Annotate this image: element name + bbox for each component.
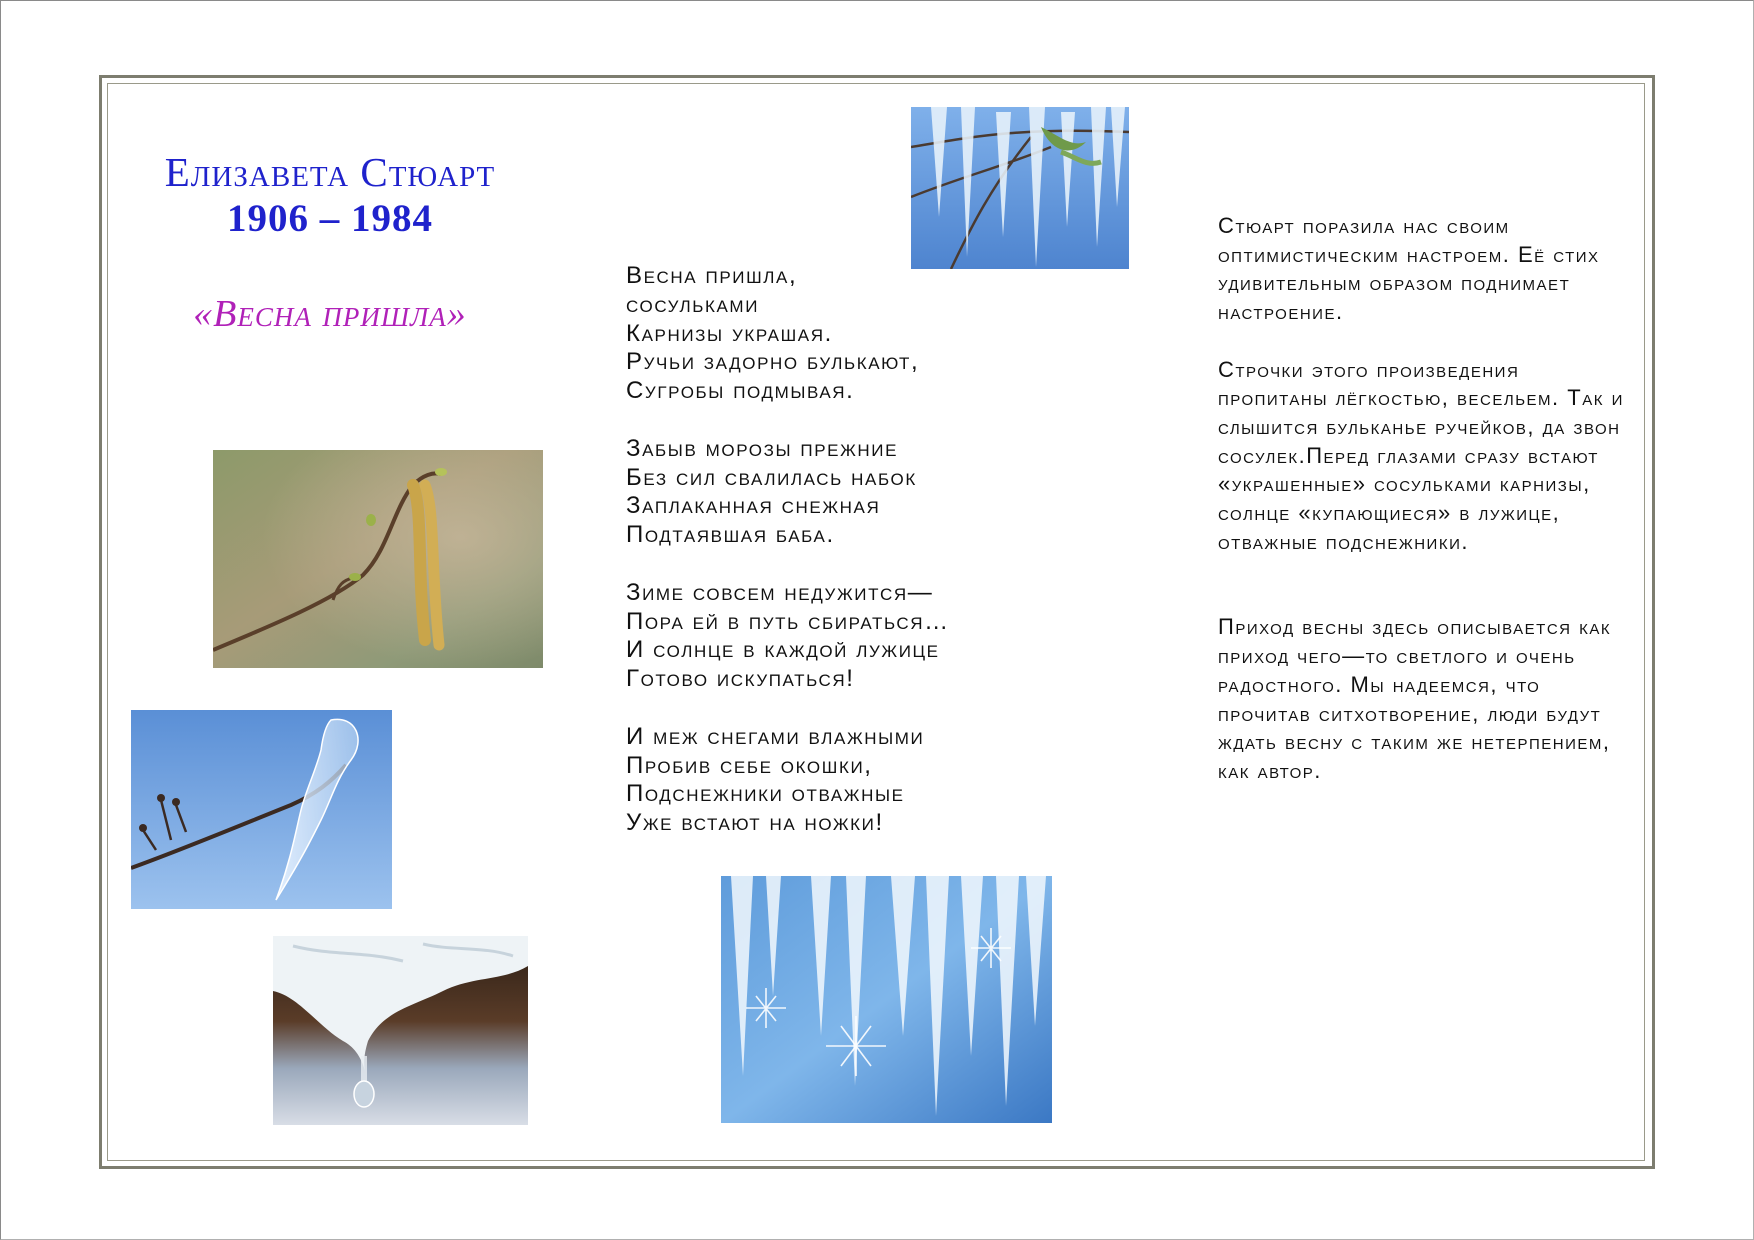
poem-line: сосульками — [626, 290, 760, 318]
poem-line: Зиме совсем недужится— — [626, 578, 934, 606]
icicles-photo — [721, 876, 1052, 1123]
poem-line: Карнизы украшая. — [626, 319, 833, 347]
poem-line: Пора ей в путь сбираться… — [626, 607, 950, 635]
author-years: 1906 – 1984 — [227, 197, 433, 240]
poem-line: Весна пришла, — [626, 262, 798, 289]
poem-stanza — [626, 262, 1026, 406]
commentary-text — [1218, 212, 1628, 814]
poem-line: Без сил свалилась набок — [626, 463, 917, 491]
author-name: Елизавета Стюарт — [164, 149, 496, 195]
poem-stanza — [626, 579, 1026, 694]
poem-line: Готово искупаться! — [626, 665, 855, 693]
catkin-photo — [213, 450, 543, 668]
poem-stanza — [626, 435, 1026, 550]
ice-drop-photo — [273, 936, 528, 1125]
title-block — [110, 148, 550, 242]
poem-line: Забыв морозы прежние — [626, 434, 899, 462]
poem-line: Сугробы подмывая. — [626, 377, 855, 405]
poem-line: Уже встают на ножки! — [626, 809, 884, 837]
poem-text — [626, 262, 1026, 867]
poem-line: Пробив себе окошки, — [626, 751, 873, 779]
ice-branch-photo — [131, 710, 392, 909]
poem-stanza — [626, 723, 1026, 838]
poem-line: Ручьи задорно булькают, — [626, 348, 920, 376]
poem-line: И солнце в каждой лужице — [626, 636, 940, 664]
commentary-paragraph: Приход весны здесь описывается как приход чего—то светлого и очень радостного. Мы надеемся, что прочитав ситхотворение, люди будут ждать весну с таким же нетерпением, как автор. — [1218, 614, 1612, 783]
commentary-paragraph: Стюарт поразила нас своим оптимистическим настроем. Её стих удивительным образом поднимает настроение. — [1218, 213, 1600, 325]
poem-line: Заплаканная снежная — [626, 492, 881, 520]
poem-line: Подтаявшая баба. — [626, 521, 835, 549]
poem-line: Подснежники отважные — [626, 780, 905, 808]
commentary-paragraph: Строчки этого произведения пропитаны лёгкостью, весельем. Так и слышится бульканье ручейков, да звон сосулек.Перед глазами сразу встают «украшенные» сосульками карнизы, солнце «купающиеся» в лужице, отважные подснежники. — [1218, 356, 1624, 554]
icy-branches-photo — [911, 107, 1129, 269]
poem-line: И меж снегами влажными — [626, 722, 925, 750]
poem-title: «Весна пришла» — [193, 293, 467, 335]
